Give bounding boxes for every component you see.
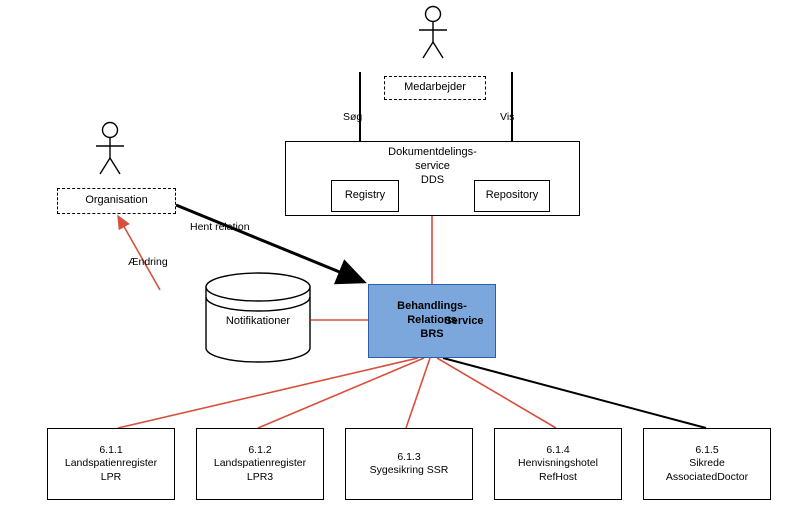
node-lpr-line1: 6.1.1 [99,444,123,457]
node-repository[interactable] [474,180,550,212]
node-dds-line3: DDS [420,173,445,186]
edge-label-soeg: Søg [343,111,363,123]
node-brs[interactable] [368,284,496,358]
node-associateddoctor-line1: 6.1.5 [695,444,719,457]
node-refhost-line1: 6.1.4 [546,444,570,457]
brs-refhost-connector [437,358,556,428]
node-lpr[interactable] [47,428,175,500]
node-ssr-line1: 6.1.3 [397,450,421,463]
brs-associateddoctor-connector [443,358,706,428]
node-medarbejder[interactable] [384,76,486,100]
medarbejder-stick-figure [419,7,447,59]
node-lpr3-line3: LPR3 [246,470,274,483]
node-refhost-line2: Henvisningshotel [518,457,598,470]
node-registry[interactable] [331,180,399,212]
node-refhost-line3: RefHost [539,470,577,483]
node-lpr3[interactable] [196,428,324,500]
node-associateddoctor-line3: AssociatedDoctor [665,470,749,483]
node-ssr-line2: Sygesikring SSR [369,464,449,476]
node-organisation[interactable] [57,188,176,214]
node-organisation-label: Organisation [85,194,148,207]
node-brs-line4: BRS [420,328,444,341]
node-refhost[interactable] [494,428,622,500]
node-brs-line1: Behandlings- [397,300,467,312]
edge-label-aendring: Ændring [128,256,168,268]
edge-label-vis: Vis [500,111,515,123]
brs-lpr-connector [118,358,418,428]
node-brs-line2: Relations [407,313,457,326]
node-dds-line2: service [415,159,450,172]
aendring-connector [118,216,160,290]
brs-lpr3-connector [258,358,424,428]
node-lpr3-line1: 6.1.2 [248,444,272,457]
node-lpr-line3: LPR [100,470,122,483]
brs-ssr-connector [406,358,430,428]
organisation-stick-figure [96,123,124,175]
node-medarbejder-label: Medarbejder [404,81,466,94]
hent-relation-connector [176,205,364,282]
node-dds-line1: Dokumentdelings- [388,146,477,158]
edge-label-hent-relation: Hent relation [190,221,250,233]
node-ssr[interactable] [345,428,473,500]
node-associateddoctor-line2: Sikrede [689,457,725,470]
node-lpr3-line2: Landspatienregister [213,457,307,470]
node-notifikationer-label: Notifikationer [225,315,291,327]
node-associateddoctor[interactable] [643,428,771,500]
node-lpr-line2: Landspatienregister [64,457,158,470]
node-registry-label: Registry [344,189,386,202]
node-brs-line3: Service [444,314,484,327]
node-repository-label: Repository [485,189,539,202]
